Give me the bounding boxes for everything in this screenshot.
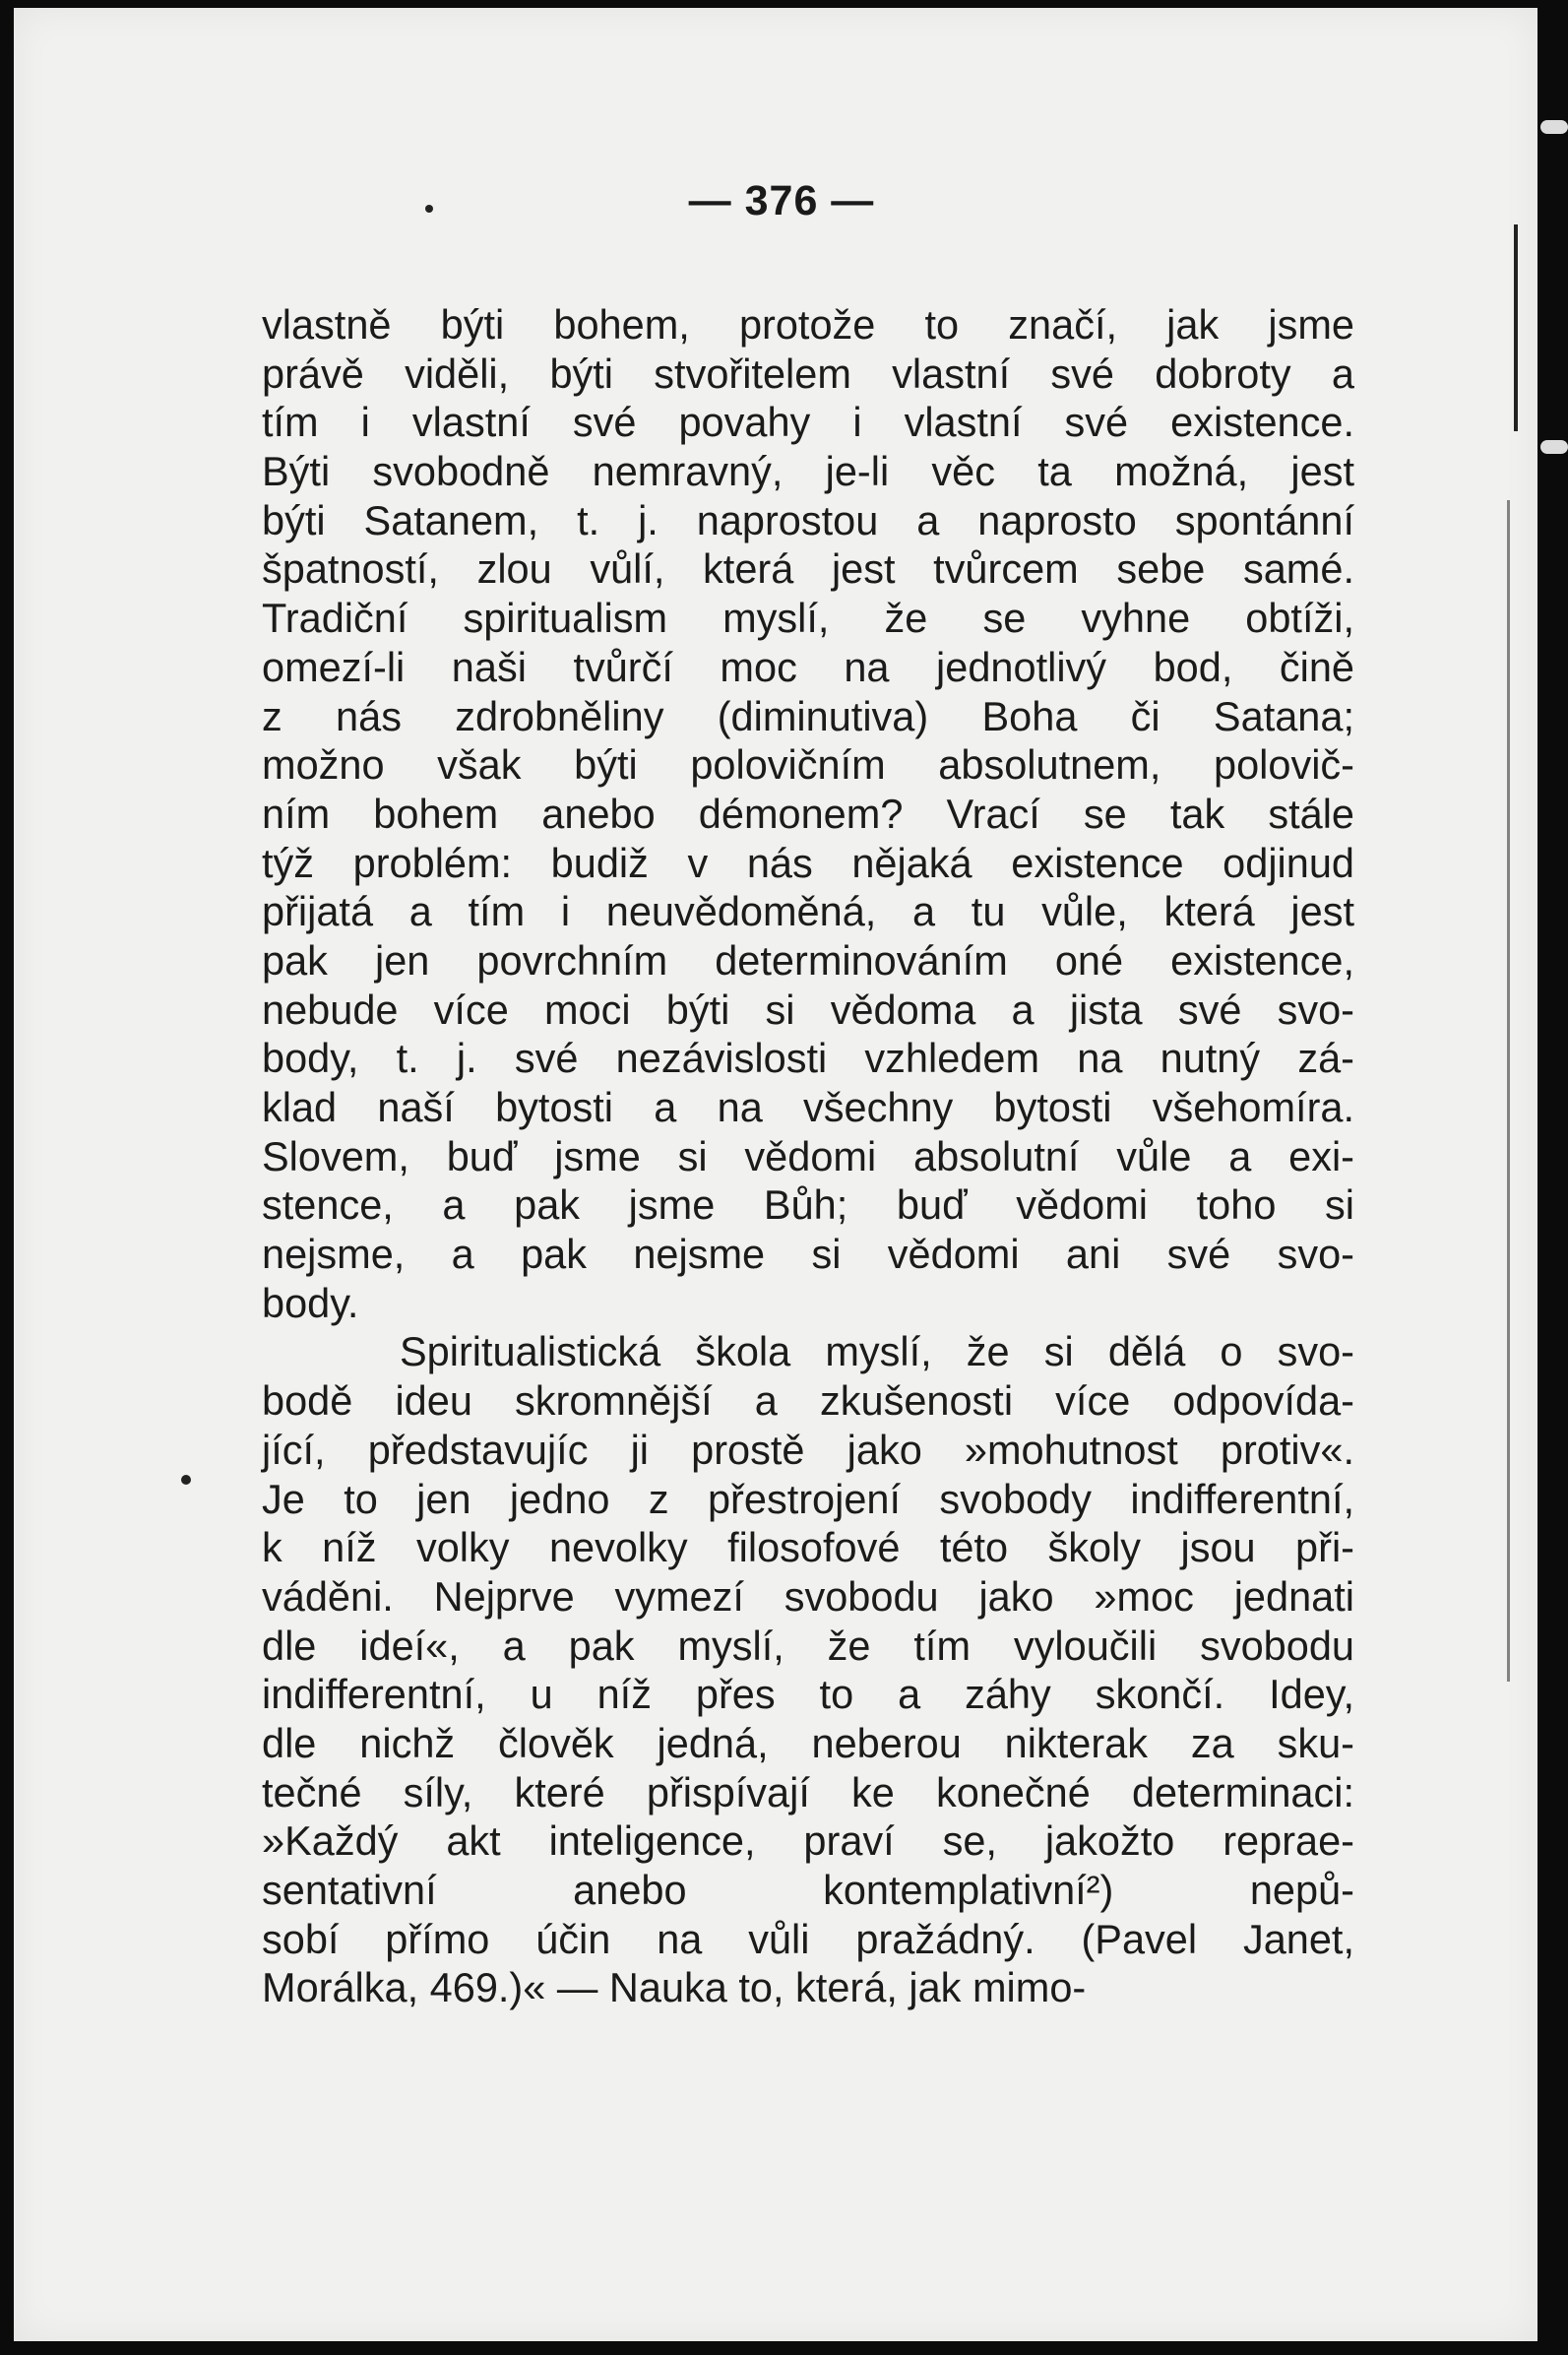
text-line: Spiritualistická škola myslí, že si dělá o svo- [400, 1328, 1354, 1375]
text-line: jící, představujíc ji prostě jako »mohutnost protiv«. [262, 1426, 1354, 1473]
text-line: body, t. j. své nezávislosti vzhledem na nutný zá- [262, 1035, 1354, 1082]
text-line: týž problém: budiž v nás nějaká existence odjinud [262, 839, 1354, 886]
text-line: Je to jen jedno z přestrojení svobody indifferentní, [262, 1475, 1354, 1522]
text-line: Slovem, buď jsme si vědomi absolutní vůle a exi- [262, 1132, 1354, 1179]
text-line: nejsme, a pak nejsme si vědomi ani své svo- [262, 1231, 1354, 1278]
text-line: váděni. Nejprve vymezí svobodu jako »moc jednati [262, 1572, 1354, 1620]
text-line: Býti svobodně nemravný, je-li věc ta možná, jest [262, 448, 1354, 495]
text-line: »Každý akt inteligence, praví se, jakožto reprae- [262, 1817, 1354, 1865]
text-line: dle nichž člověk jedná, neberou nikterak za sku- [262, 1719, 1354, 1766]
text-line: nebude více moci býti si vědoma a jista své svo- [262, 986, 1354, 1033]
text-line: bodě ideu skromnější a zkušenosti více odpovída- [262, 1377, 1354, 1425]
text-line: ním bohem anebo démonem? Vrací se tak stále [262, 790, 1354, 837]
scan-edge-rule [1514, 224, 1518, 431]
book-page [14, 8, 1537, 2341]
scan-edge-mark [1540, 120, 1568, 134]
scan-edge-shadow [1507, 500, 1510, 1682]
text-line: z nás zdrobněliny (diminutiva) Boha či Satana; [262, 692, 1354, 739]
scan-edge-mark [1540, 440, 1568, 454]
text-line: indifferentní, u níž přes to a záhy skončí. Idey, [262, 1671, 1354, 1718]
text-line: sobí přímo účin na vůli pražádný. (Pavel Janet, [262, 1915, 1354, 1962]
text-line: přijatá a tím i neuvědoměná, a tu vůle, která jest [262, 888, 1354, 935]
body-text [262, 300, 1354, 2012]
text-line: Tradiční spiritualism myslí, že se vyhne obtíži, [262, 595, 1354, 642]
text-line: klad naší bytosti a na všechny bytosti všehomíra. [262, 1084, 1354, 1130]
text-line: tečné síly, které přispívají ke konečné determinaci: [262, 1768, 1354, 1815]
text-line: stence, a pak jsme Bůh; buď vědomi toho si [262, 1181, 1354, 1229]
page-number: — 376 — [688, 177, 875, 224]
text-line: možno však býti polovičním absolutnem, polovič- [262, 741, 1354, 789]
text-line: omezí-li naši tvůrčí moc na jednotlivý bod, čině [262, 643, 1354, 690]
text-line: Morálka, 469.)« — Nauka to, která, jak mimo- [262, 1964, 1087, 2011]
text-line: sentativní anebo kontemplativní²) nepů- [262, 1867, 1354, 1913]
text-line: dle ideí«, a pak myslí, že tím vyloučili svobodu [262, 1622, 1354, 1669]
scan-speck [181, 1475, 191, 1485]
text-line: k níž volky nevolky filosofové této školy jsou při- [262, 1524, 1354, 1571]
text-line: právě viděli, býti stvořitelem vlastní své dobroty a [262, 350, 1354, 397]
text-line: pak jen povrchním determinováním oné existence, [262, 936, 1354, 984]
text-line: špatností, zlou vůlí, která jest tvůrcem sebe samé. [262, 545, 1354, 593]
text-line: vlastně býti bohem, protože to značí, jak jsme [262, 301, 1354, 348]
text-line: tím i vlastní své povahy i vlastní své existence. [262, 399, 1354, 446]
text-line: býti Satanem, t. j. naprostou a naprosto spontánní [262, 496, 1354, 543]
scan-speck [425, 205, 433, 213]
text-line: body. [262, 1279, 359, 1326]
